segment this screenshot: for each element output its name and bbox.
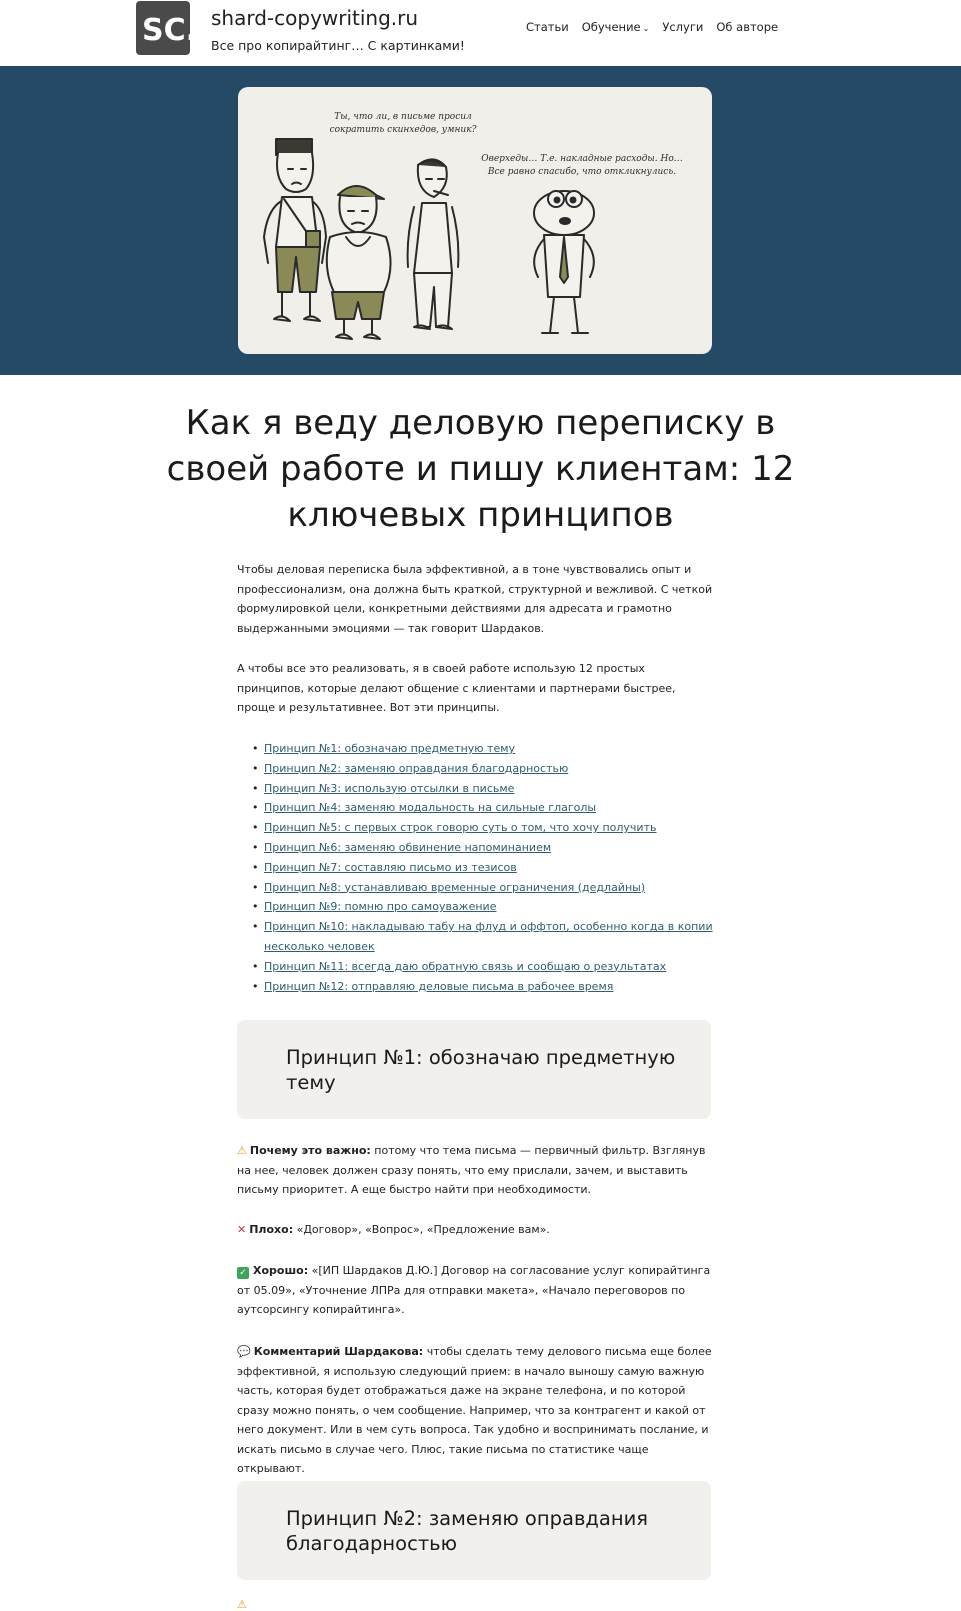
- bad-text: «Договор», «Вопрос», «Предложение вам».: [293, 1223, 550, 1236]
- nav-item-services[interactable]: [662, 20, 703, 34]
- toc-link[interactable]: Принцип №3: использую отсылки в письме: [264, 781, 515, 795]
- toc-item: [252, 739, 722, 759]
- principle-2-heading: Принцип №2: заменяю оправдания благодарностью: [286, 1507, 649, 1555]
- good-text: «[ИП Шардаков Д.Ю.] Договор на согласование услуг копирайтинга от 05.09», «Уточнение ЛПРа для отправки макета», «Начало переговоров по аутсорсингу копирайтинга».: [237, 1264, 711, 1316]
- toc-item: [252, 897, 722, 917]
- toc-item: [252, 878, 722, 898]
- nav-item-articles[interactable]: [526, 20, 569, 34]
- speech-bubble-2: Оверхеды… Т.е. накладные расходы. Но… Все равно спасибо, что откликнулись.: [481, 154, 683, 177]
- logo-text: SC.: [142, 13, 198, 48]
- why-text: потому что тема письма — первичный фильтр. Взглянув на нее, человек должен сразу понять, что ему прислали, зачем, и выставить письму приоритет. А еще быстро найти при необходимости.: [237, 1144, 706, 1196]
- toc-item: [252, 818, 722, 838]
- warning-icon: ⚠: [237, 1144, 247, 1157]
- toc-link[interactable]: Принцип №4: заменяю модальность на сильные глаголы: [264, 801, 597, 815]
- chevron-down-icon: ⌄: [642, 24, 650, 33]
- toc-link[interactable]: Принцип №11: всегда даю обратную связь и сообщаю о результатах: [264, 959, 667, 973]
- site-title[interactable]: shard-copywriting.ru: [211, 6, 419, 30]
- table-of-contents: [252, 739, 722, 996]
- hero-illustration: [238, 87, 712, 354]
- site-description: Все про копирайтинг… С картинками!: [211, 38, 465, 53]
- toc-item: [252, 977, 722, 997]
- toc-item: [252, 917, 722, 957]
- site-logo[interactable]: [136, 1, 198, 55]
- intro-paragraph-2: А чтобы все это реализовать, я в своей работе использую 12 простых принципов, которые делают общение с клиентами и партнерами быстрее, проще и результативнее. Вот эти принципы.: [237, 662, 676, 714]
- toc-item: [252, 759, 722, 779]
- toc-link[interactable]: Принцип №6: заменяю обвинение напоминанием: [264, 840, 552, 854]
- toc-link[interactable]: Принцип №1: обозначаю предметную тему: [264, 742, 516, 755]
- principle-1-heading-box: [237, 1020, 711, 1119]
- speech-bubble-1: Ты, что ли, в письме просил сократить скинхедов, умник?: [329, 112, 477, 135]
- principle-2-heading-box: [237, 1481, 711, 1580]
- principle-1-comment: [237, 1342, 715, 1479]
- toc-link[interactable]: Принцип №9: помню про самоуважение: [264, 900, 497, 914]
- bad-label: Плохо:: [249, 1223, 294, 1236]
- toc-link[interactable]: Принцип №12: отправляю деловые письма в рабочее время: [264, 979, 614, 993]
- logo-mark-icon: [140, 10, 198, 48]
- hero-banner: [0, 66, 961, 375]
- toc-item: [252, 779, 722, 799]
- speech-bubble-icon: 💬: [237, 1345, 251, 1358]
- main-nav: [526, 20, 791, 34]
- toc-link[interactable]: Принцип №10: накладываю табу на флуд и оффтоп, особенно когда в копии несколько человек: [264, 920, 713, 953]
- check-mark-icon: ✓: [237, 1267, 249, 1279]
- comment-text: чтобы сделать тему делового письма еще более эффективной, я использую следующий прием: в начало выношу самую важную часть, которая будет отображаться даже на экране телефона, и по которой сразу можно понять, о чем сообщение. Например, что за контрагент и какой от него документ. Или в чем суть вопроса. Так удобно и воспринимать послание, и искать письмо в случае чего. Плюс, такие письма по статистике чаще открывают.: [237, 1345, 712, 1475]
- site-header: [0, 0, 961, 66]
- toc-link[interactable]: Принцип №5: с первых строк говорю суть о том, что хочу получить: [264, 821, 657, 835]
- principle-1-why: [237, 1141, 715, 1200]
- toc-link[interactable]: Принцип №2: заменяю оправдания благодарностью: [264, 761, 569, 775]
- toc-item: [252, 858, 722, 878]
- nav-item-label: Услуги: [662, 20, 704, 34]
- article-title: Как я веду деловую переписку в своей работе и пишу клиентам: 12 ключевых принципов: [166, 403, 795, 535]
- toc-link[interactable]: Принцип №8: устанавливаю временные ограничения (дедлайны): [264, 880, 646, 894]
- toc-item: [252, 957, 722, 977]
- comment-label: Комментарий Шардакова:: [253, 1345, 424, 1358]
- principle-1-good: [237, 1261, 715, 1320]
- toc-item: [252, 838, 722, 858]
- nav-item-label: Статьи: [526, 20, 569, 34]
- nav-item-label: Обучение: [581, 20, 641, 34]
- nav-item-label: Об авторе: [716, 20, 779, 34]
- warning-icon: ⚠: [237, 1598, 247, 1611]
- principle-1-bad: [237, 1220, 715, 1240]
- nav-item-about[interactable]: [716, 20, 778, 34]
- nav-item-learning[interactable]: [582, 20, 650, 34]
- good-label: Хорошо:: [253, 1264, 309, 1277]
- principle-1-heading: Принцип №1: обозначаю предметную тему: [286, 1046, 676, 1094]
- why-label: Почему это важно:: [249, 1144, 371, 1157]
- toc-link[interactable]: Принцип №7: составляю письмо из тезисов: [264, 860, 517, 874]
- cross-mark-icon: ✕: [237, 1223, 247, 1236]
- intro-paragraph-1: Чтобы деловая переписка была эффективной, а в тоне чувствовались опыт и профессионализм, она должна быть краткой, структурной и вежливой. С четкой формулировкой цели, конкретными действиями для адресата и грамотно выдержанными эмоциями — так говорит Шардаков.: [237, 563, 713, 635]
- toc-item: [252, 798, 722, 818]
